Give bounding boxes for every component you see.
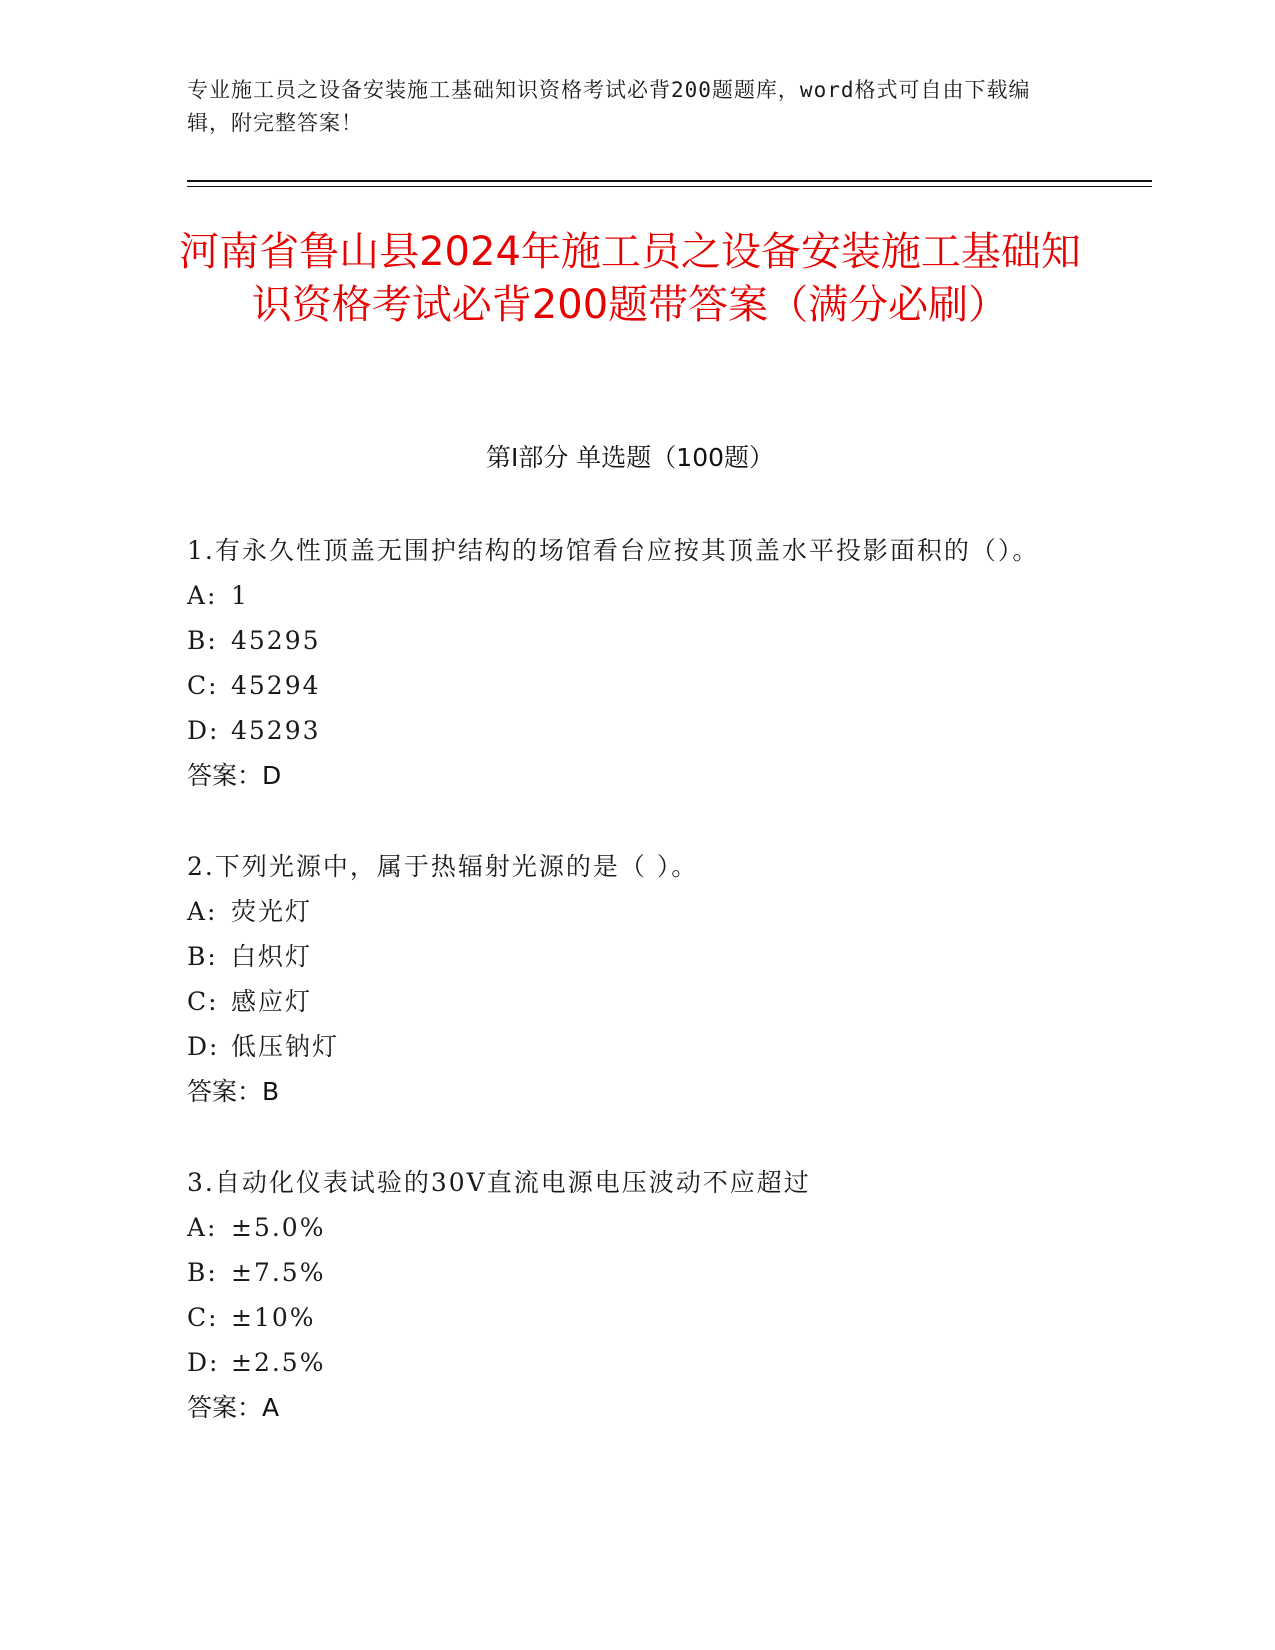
option-text: ±10%: [231, 1303, 316, 1332]
option-c: [187, 1295, 1087, 1340]
option-text: ±5.0%: [231, 1213, 326, 1242]
option-d: [187, 708, 1087, 753]
option-key: A:: [187, 581, 218, 610]
option-key: A:: [187, 897, 218, 926]
option-d: [187, 1024, 1087, 1069]
question-1: [187, 528, 1087, 798]
option-text: 45294: [231, 671, 321, 700]
option-text: 低压钠灯: [231, 1032, 340, 1061]
option-key: B:: [187, 626, 218, 655]
option-b: [187, 934, 1087, 979]
option-c: [187, 663, 1087, 708]
question-2: [187, 844, 1087, 1114]
answer-line: 答案：B: [187, 1077, 280, 1106]
answer-line: 答案：D: [187, 761, 282, 790]
option-key: C:: [187, 671, 219, 700]
header-rule-thick: [187, 180, 1152, 182]
option-key: B:: [187, 1258, 218, 1287]
option-a: [187, 889, 1087, 934]
document-title: 河南省鲁山县2024年施工员之设备安装施工基础知识资格考试必背200题带答案（满分必刷）: [179, 229, 1081, 328]
option-c: [187, 979, 1087, 1024]
option-key: D:: [187, 1032, 220, 1061]
option-text: 白炽灯: [231, 942, 313, 971]
option-a: [187, 573, 1087, 618]
option-key: C:: [187, 987, 219, 1016]
option-key: D:: [187, 716, 220, 745]
option-d: [187, 1340, 1087, 1385]
option-key: C:: [187, 1303, 219, 1332]
question-text: 1.有永久性顶盖无围护结构的场馆看台应按其顶盖水平投影面积的（）。: [187, 536, 1040, 565]
option-text: 45295: [231, 626, 321, 655]
option-text: 荧光灯: [231, 897, 313, 926]
option-text: 45293: [231, 716, 321, 745]
section-title: 第Ⅰ部分 单选题（100题）: [485, 443, 775, 472]
question-3: [187, 1160, 1087, 1430]
option-b: [187, 1250, 1087, 1295]
option-b: [187, 618, 1087, 663]
option-key: A:: [187, 1213, 218, 1242]
option-text: ±2.5%: [231, 1348, 326, 1377]
question-text: 3.自动化仪表试验的30V直流电源电压波动不应超过: [187, 1168, 811, 1197]
option-text: 感应灯: [231, 987, 313, 1016]
question-text: 2.下列光源中，属于热辐射光源的是（ ）。: [187, 852, 699, 881]
option-key: D:: [187, 1348, 220, 1377]
option-key: B:: [187, 942, 218, 971]
answer-line: 答案：A: [187, 1393, 280, 1422]
header-rule-thin: [187, 186, 1152, 187]
option-a: [187, 1205, 1087, 1250]
question-list: [187, 528, 1087, 1476]
option-text: 1: [231, 581, 249, 610]
option-text: ±7.5%: [231, 1258, 326, 1287]
header-note: 专业施工员之设备安装施工基础知识资格考试必背200题题库，word格式可自由下载编辑，附完整答案！: [187, 78, 1031, 135]
